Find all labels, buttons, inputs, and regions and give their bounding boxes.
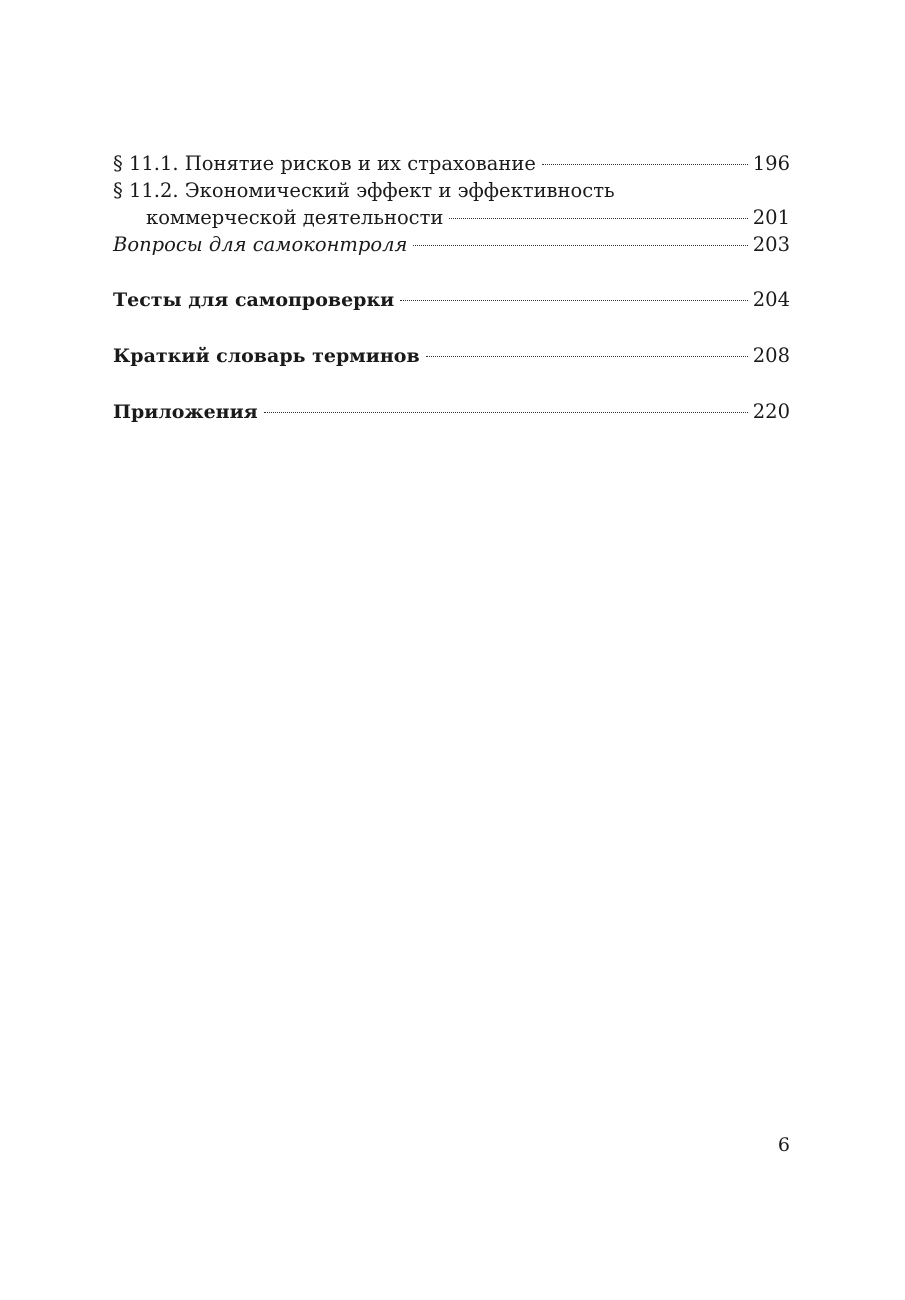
toc-entry-title: Краткий словарь терминов [113,345,420,367]
toc-entry-title: Тесты для самопроверки [113,289,395,311]
dot-leader [449,218,747,219]
toc-entry-title: Приложения [113,401,258,423]
dot-leader [542,164,748,165]
toc-entry-glossary [113,342,790,370]
toc-entry-title: § 11.2. Экономический эффект и эффективность [113,179,615,202]
toc-entry-page: 204 [752,288,790,311]
toc-entry-title-continued: коммерческой деятельности [146,206,444,229]
spacer [113,370,790,398]
dot-leader [413,245,747,246]
table-of-contents [113,150,790,426]
dot-leader [264,412,748,413]
dot-leader [400,300,748,301]
toc-entry-page: 208 [752,344,790,367]
toc-entry-page: 196 [752,152,790,175]
spacer [113,258,790,286]
toc-entry-tests [113,286,790,314]
toc-entry-section-11-2-line1 [113,177,790,204]
toc-entry-questions [113,231,790,258]
toc-entry-title: Вопросы для самоконтроля [113,233,408,256]
toc-entry-page: 201 [752,206,790,229]
toc-entry-page: 203 [752,233,790,256]
toc-entry-page: 220 [752,400,790,423]
toc-entry-section-11-1 [113,150,790,177]
spacer [113,314,790,342]
toc-entry-title: § 11.1. Понятие рисков и их страхование [113,152,536,175]
toc-entry-appendices [113,398,790,426]
dot-leader [426,356,748,357]
toc-entry-section-11-2-line2 [113,204,790,231]
page-number: 6 [777,1134,790,1156]
